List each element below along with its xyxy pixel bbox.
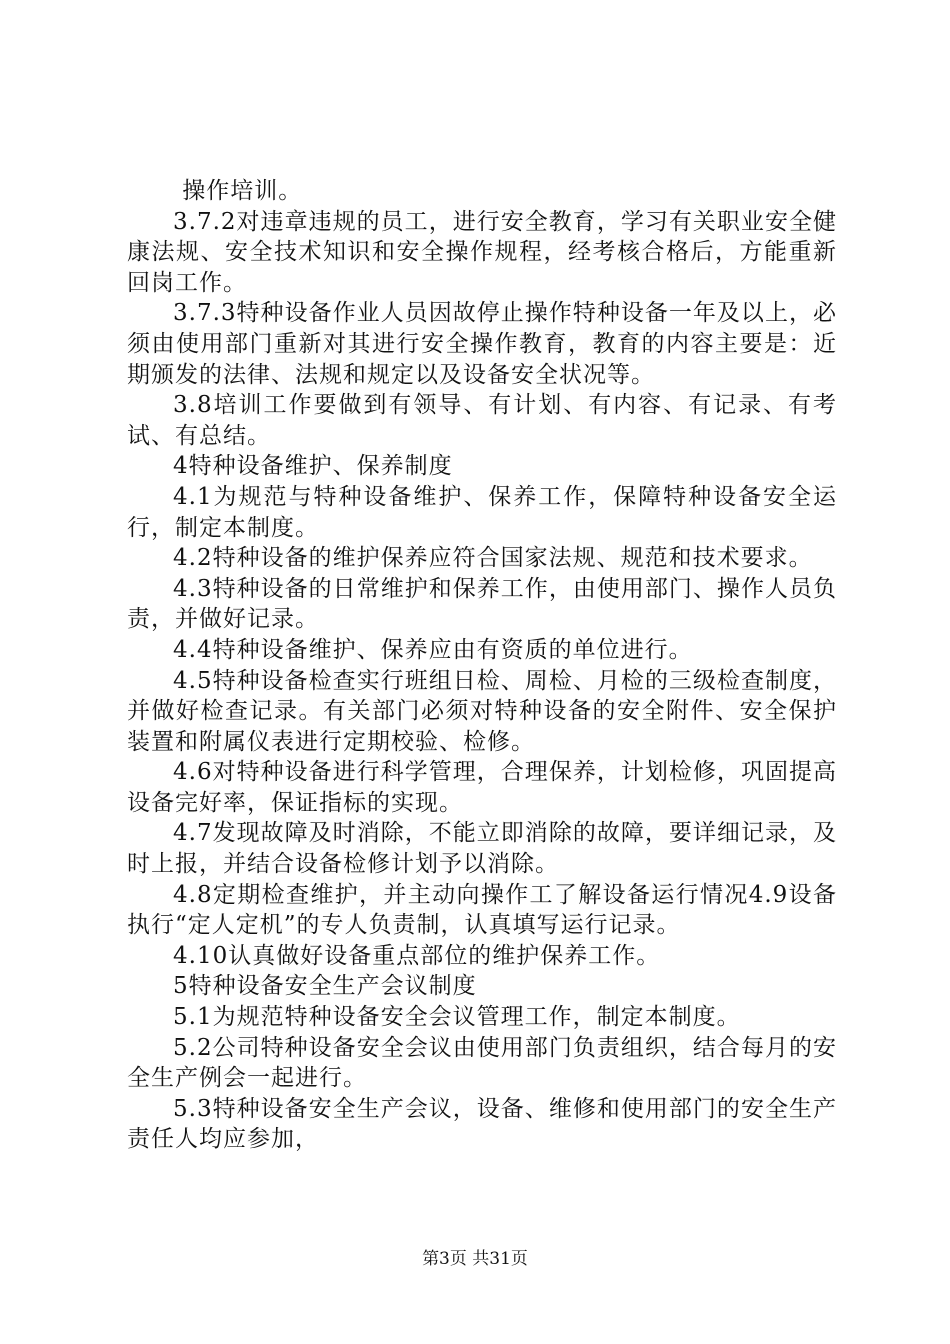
paragraph: 5.2公司特种设备安全会议由使用部门负责组织，结合每月的安全生产例会一起进行。	[127, 1034, 837, 1092]
paragraph: 4.3特种设备的日常维护和保养工作，由使用部门、操作人员负责，并做好记录。	[127, 575, 837, 633]
paragraph: 操作培训。	[182, 178, 303, 204]
page-footer: 第3页 共31页	[422, 1249, 528, 1269]
document-body	[127, 176, 837, 1155]
paragraph: 3.8培训工作要做到有领导、有计划、有内容、有记录、有考试、有总结。	[127, 392, 837, 449]
paragraph: 4.4特种设备维护、保养应由有资质的单位进行。	[173, 636, 693, 663]
section-heading: 5特种设备安全生产会议制度	[173, 973, 477, 1000]
paragraph: 3.7.3特种设备作业人员因故停止操作特种设备一年及以上，必须由使用部门重新对其进行安全操作教育，教育的内容主要是：近期颁发的法律、法规和规定以及设备安全状况等。	[127, 300, 837, 388]
paragraph: 4.8定期检查维护，并主动向操作工了解设备运行情况4.9设备执行“定人定机”的专人负责制，认真填写运行记录。	[127, 881, 837, 939]
section-heading: 4特种设备维护、保养制度	[173, 453, 453, 480]
paragraph: 4.2特种设备的维护保养应符合国家法规、规范和技术要求。	[173, 545, 813, 572]
paragraph: 4.5特种设备检查实行班组日检、周检、月检的三级检查制度，并做好检查记录。有关部门必须对特种设备的安全附件、安全保护装置和附属仪表进行定期校验、检修。	[127, 667, 837, 755]
paragraph: 3.7.2对违章违规的员工，进行安全教育，学习有关职业安全健康法规、安全技术知识和安全操作规程，经考核合格后，方能重新回岗工作。	[127, 208, 837, 296]
paragraph: 5.1为规范特种设备安全会议管理工作，制定本制度。	[173, 1004, 741, 1031]
paragraph: 4.6对特种设备进行科学管理，合理保养，计划检修，巩固提高设备完好率，保证指标的实现。	[127, 759, 837, 816]
paragraph: 4.7发现故障及时消除，不能立即消除的故障，要详细记录，及时上报，并结合设备检修计划予以消除。	[127, 820, 837, 878]
paragraph: 5.3特种设备安全生产会议，设备、维修和使用部门的安全生产责任人均应参加，	[127, 1095, 837, 1153]
paragraph: 4.10认真做好设备重点部位的维护保养工作。	[173, 942, 661, 969]
paragraph: 4.1为规范与特种设备维护、保养工作，保障特种设备安全运行，制定本制度。	[127, 483, 837, 541]
